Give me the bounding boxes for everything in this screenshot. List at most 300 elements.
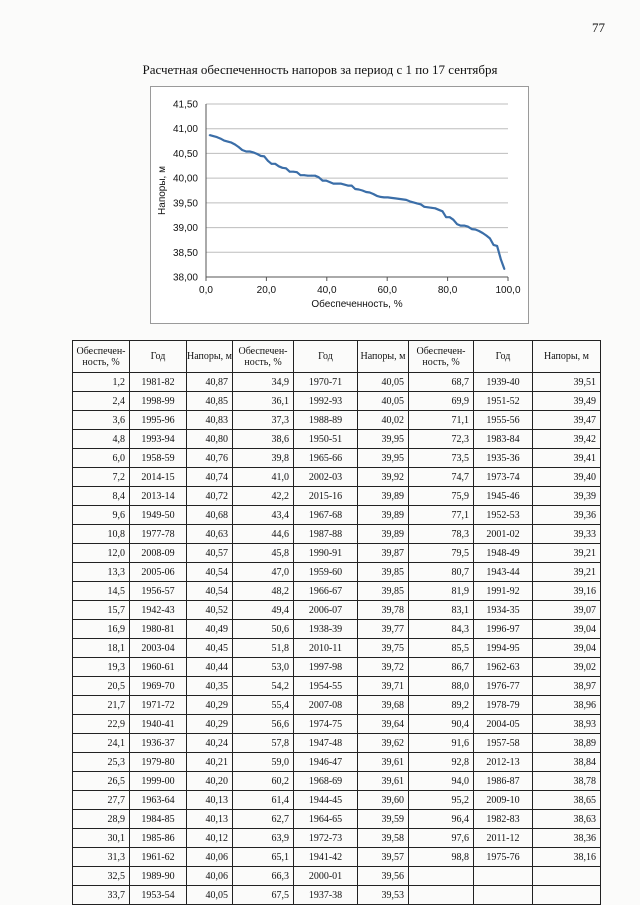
table-cell: 2000-01 [294, 867, 358, 886]
table-cell: 38,78 [533, 772, 601, 791]
table-cell: 63,9 [233, 829, 294, 848]
table-cell: 39,95 [358, 430, 409, 449]
data-point [245, 151, 247, 153]
data-point [271, 163, 273, 165]
data-point [398, 198, 400, 200]
data-point [358, 189, 360, 191]
table-header-cell: Напоры, м [358, 341, 409, 373]
table-cell: 2014-15 [130, 468, 187, 487]
table-cell: 1936-37 [130, 734, 187, 753]
table-cell: 39,47 [533, 411, 601, 430]
table-cell: 1978-79 [474, 696, 533, 715]
table-cell: 42,2 [233, 487, 294, 506]
table-cell: 39,39 [533, 487, 601, 506]
data-point [307, 175, 309, 177]
table-cell: 1943-44 [474, 563, 533, 582]
table-cell: 33,7 [73, 886, 130, 905]
table-cell: 1994-95 [474, 639, 533, 658]
data-point [263, 155, 265, 157]
table-cell: 85,5 [409, 639, 474, 658]
table-cell: 40,74 [187, 468, 233, 487]
data-point [351, 185, 353, 187]
y-tick-label: 39,00 [172, 223, 198, 235]
data-point [391, 197, 393, 199]
table-cell: 39,89 [358, 525, 409, 544]
table-cell [409, 886, 474, 905]
table-cell: 40,54 [187, 582, 233, 601]
data-point [467, 226, 469, 228]
table-cell: 81,9 [409, 582, 474, 601]
table-row [73, 563, 601, 582]
table-row [73, 487, 601, 506]
data-point [267, 160, 269, 162]
y-tick-label: 41,50 [172, 99, 198, 111]
table-cell: 39,92 [358, 468, 409, 487]
y-tick-label: 40,00 [172, 173, 198, 185]
table-cell: 1990-91 [294, 544, 358, 563]
data-point [318, 176, 320, 178]
table-cell: 55,4 [233, 696, 294, 715]
table-cell: 74,7 [409, 468, 474, 487]
table-header-cell: Напоры, м [187, 341, 233, 373]
table-cell: 71,1 [409, 411, 474, 430]
table-cell: 40,45 [187, 639, 233, 658]
table-cell: 1967-68 [294, 506, 358, 525]
data-point [409, 200, 411, 202]
table-cell: 39,41 [533, 449, 601, 468]
table-cell: 61,4 [233, 791, 294, 810]
data-point [445, 216, 447, 218]
table-row [73, 715, 601, 734]
table-cell: 39,02 [533, 658, 601, 677]
data-point [209, 134, 211, 136]
table-cell: 54,2 [233, 677, 294, 696]
table-cell: 1999-00 [130, 772, 187, 791]
table-cell: 75,9 [409, 487, 474, 506]
table-header-cell: Обеспечен-ность, % [409, 341, 474, 373]
data-point [449, 216, 451, 218]
table-cell: 1986-87 [474, 772, 533, 791]
table-cell: 39,56 [358, 867, 409, 886]
data-point [230, 142, 232, 144]
table-cell: 45,8 [233, 544, 294, 563]
table-cell: 1959-60 [294, 563, 358, 582]
data-point [434, 207, 436, 209]
table-cell: 1961-62 [130, 848, 187, 867]
table-cell: 67,5 [233, 886, 294, 905]
table-cell: 2013-14 [130, 487, 187, 506]
table-row [73, 753, 601, 772]
table-cell: 4,8 [73, 430, 130, 449]
table-cell: 40,63 [187, 525, 233, 544]
x-tick-label: 0,0 [199, 285, 213, 296]
table-cell: 1952-53 [474, 506, 533, 525]
table-cell: 1984-85 [130, 810, 187, 829]
table-cell: 6,0 [73, 449, 130, 468]
table-cell: 1970-71 [294, 373, 358, 392]
table-cell: 30,1 [73, 829, 130, 848]
table-cell: 1985-86 [130, 829, 187, 848]
table-cell: 1997-98 [294, 658, 358, 677]
table-cell: 1939-40 [474, 373, 533, 392]
table-cell: 1934-35 [474, 601, 533, 620]
table-cell [474, 886, 533, 905]
data-point [362, 190, 364, 192]
table-cell: 1937-38 [294, 886, 358, 905]
table-cell: 62,7 [233, 810, 294, 829]
table-cell: 40,52 [187, 601, 233, 620]
data-point [413, 201, 415, 203]
table-body [73, 373, 601, 905]
data-point [442, 210, 444, 212]
table-cell: 50,6 [233, 620, 294, 639]
table-cell: 1980-81 [130, 620, 187, 639]
table-cell: 1992-93 [294, 392, 358, 411]
table-cell: 2010-11 [294, 639, 358, 658]
table-header-cell: Год [130, 341, 187, 373]
table-cell: 1976-77 [474, 677, 533, 696]
table-cell: 1,2 [73, 373, 130, 392]
table-cell: 57,8 [233, 734, 294, 753]
table-cell: 39,62 [358, 734, 409, 753]
data-point [463, 225, 465, 227]
table-cell: 1935-36 [474, 449, 533, 468]
table-header-cell: Обеспечен-ность, % [233, 341, 294, 373]
table-header-row [73, 341, 601, 373]
table-cell: 2006-07 [294, 601, 358, 620]
table-cell: 2001-02 [474, 525, 533, 544]
data-point [474, 229, 476, 231]
table-cell: 1954-55 [294, 677, 358, 696]
table-row [73, 867, 601, 886]
table-cell: 40,76 [187, 449, 233, 468]
table-cell: 36,1 [233, 392, 294, 411]
data-point [300, 174, 302, 176]
table-cell: 40,29 [187, 696, 233, 715]
series-line [210, 135, 505, 269]
table-cell: 9,6 [73, 506, 130, 525]
table-cell: 40,57 [187, 544, 233, 563]
data-point [212, 135, 214, 137]
table-cell: 22,9 [73, 715, 130, 734]
table-row [73, 411, 601, 430]
data-point [387, 197, 389, 199]
table-cell: 39,59 [358, 810, 409, 829]
table-cell: 39,87 [358, 544, 409, 563]
table-cell: 84,3 [409, 620, 474, 639]
table-cell: 38,89 [533, 734, 601, 753]
table-cell: 40,06 [187, 848, 233, 867]
table-cell: 39,33 [533, 525, 601, 544]
table-cell: 40,35 [187, 677, 233, 696]
table-cell: 1977-78 [130, 525, 187, 544]
table-row [73, 886, 601, 905]
table-cell: 39,85 [358, 582, 409, 601]
table-cell: 1991-92 [474, 582, 533, 601]
table-cell: 41,0 [233, 468, 294, 487]
data-point [503, 268, 505, 270]
table-cell: 39,40 [533, 468, 601, 487]
table-cell: 3,6 [73, 411, 130, 430]
data-point [340, 183, 342, 185]
table-cell: 40,13 [187, 791, 233, 810]
table-row [73, 525, 601, 544]
table-row [73, 430, 601, 449]
data-point [296, 171, 298, 173]
x-tick-label: 60,0 [377, 285, 397, 296]
table-row [73, 791, 601, 810]
table-cell: 40,21 [187, 753, 233, 772]
y-tick-label: 38,50 [172, 247, 198, 259]
table-cell: 38,36 [533, 829, 601, 848]
table-cell: 2009-10 [474, 791, 533, 810]
table-cell: 39,49 [533, 392, 601, 411]
table-cell: 65,1 [233, 848, 294, 867]
table-cell: 40,72 [187, 487, 233, 506]
data-point [402, 198, 404, 200]
data-point [303, 174, 305, 176]
table-cell: 38,96 [533, 696, 601, 715]
table-cell: 98,8 [409, 848, 474, 867]
table-cell: 14,5 [73, 582, 130, 601]
table-header-cell: Обеспечен-ность, % [73, 341, 130, 373]
data-point [405, 199, 407, 201]
page-number: 77 [592, 20, 605, 35]
data-point [354, 188, 356, 190]
table-cell: 1973-74 [474, 468, 533, 487]
table-cell: 40,05 [187, 886, 233, 905]
table-cell: 1974-75 [294, 715, 358, 734]
x-tick-label: 80,0 [437, 285, 458, 296]
table-cell: 10,8 [73, 525, 130, 544]
table-cell: 39,04 [533, 639, 601, 658]
table-cell: 7,2 [73, 468, 130, 487]
table-cell: 38,84 [533, 753, 601, 772]
table-cell: 1948-49 [474, 544, 533, 563]
table-cell: 39,77 [358, 620, 409, 639]
chart-area [150, 86, 529, 324]
table-cell: 2015-16 [294, 487, 358, 506]
table-cell: 47,0 [233, 563, 294, 582]
x-tick-label: 20,0 [256, 285, 277, 296]
table-cell: 8,4 [73, 487, 130, 506]
data-point [394, 198, 396, 200]
table-cell: 12,0 [73, 544, 130, 563]
table-cell: 94,0 [409, 772, 474, 791]
table-row [73, 582, 601, 601]
table-cell: 48,2 [233, 582, 294, 601]
data-point [460, 225, 462, 227]
data-point [336, 183, 338, 185]
data-point [325, 180, 327, 182]
table-cell: 96,4 [409, 810, 474, 829]
table-cell: 39,68 [358, 696, 409, 715]
table-cell: 80,7 [409, 563, 474, 582]
table-cell [409, 867, 474, 886]
data-point [234, 144, 236, 146]
table-cell: 2002-03 [294, 468, 358, 487]
data-point [482, 232, 484, 234]
table-cell: 2004-05 [474, 715, 533, 734]
table-cell: 1987-88 [294, 525, 358, 544]
table-row [73, 601, 601, 620]
table-cell: 60,2 [233, 772, 294, 791]
data-point [372, 193, 374, 195]
table-cell [533, 867, 601, 886]
table-cell: 39,95 [358, 449, 409, 468]
table-cell: 40,05 [358, 392, 409, 411]
table-cell: 40,02 [358, 411, 409, 430]
data-point [227, 141, 229, 143]
table-cell: 1950-51 [294, 430, 358, 449]
table-cell: 86,7 [409, 658, 474, 677]
table-row [73, 848, 601, 867]
table-cell: 40,06 [187, 867, 233, 886]
table-cell: 39,21 [533, 544, 601, 563]
table-cell: 1988-89 [294, 411, 358, 430]
data-point [380, 196, 382, 198]
table-cell: 68,7 [409, 373, 474, 392]
table-cell: 1965-66 [294, 449, 358, 468]
table-row [73, 392, 601, 411]
table-cell: 37,3 [233, 411, 294, 430]
data-point [376, 195, 378, 197]
data-point [438, 209, 440, 211]
table-cell: 39,07 [533, 601, 601, 620]
table-cell: 88,0 [409, 677, 474, 696]
table-cell: 1940-41 [130, 715, 187, 734]
table-cell: 1975-76 [474, 848, 533, 867]
data-point [256, 153, 258, 155]
table-cell: 1962-63 [474, 658, 533, 677]
table-cell: 26,5 [73, 772, 130, 791]
table-cell: 43,4 [233, 506, 294, 525]
table-header-cell: Год [294, 341, 358, 373]
table-row [73, 506, 601, 525]
data-point [343, 184, 345, 186]
table-cell: 40,83 [187, 411, 233, 430]
table-cell: 38,65 [533, 791, 601, 810]
table-cell: 39,85 [358, 563, 409, 582]
data-point [420, 203, 422, 205]
table-cell: 39,42 [533, 430, 601, 449]
table-cell: 1971-72 [130, 696, 187, 715]
table-cell: 40,87 [187, 373, 233, 392]
table-cell: 31,3 [73, 848, 130, 867]
table-cell: 1942-43 [130, 601, 187, 620]
table-cell: 1944-45 [294, 791, 358, 810]
table-cell: 1947-48 [294, 734, 358, 753]
table-cell: 18,1 [73, 639, 130, 658]
data-point [489, 238, 491, 240]
data-point [423, 206, 425, 208]
table-cell: 34,9 [233, 373, 294, 392]
table-cell: 66,3 [233, 867, 294, 886]
table-cell: 38,6 [233, 430, 294, 449]
data-point [493, 244, 495, 246]
y-tick-label: 38,00 [172, 272, 198, 284]
table-cell: 1966-67 [294, 582, 358, 601]
table-cell: 39,61 [358, 753, 409, 772]
data-point [260, 155, 262, 157]
table-cell: 39,72 [358, 658, 409, 677]
table-cell: 51,8 [233, 639, 294, 658]
data-point [496, 245, 498, 247]
data-table [72, 340, 601, 905]
table-cell: 1982-83 [474, 810, 533, 829]
data-point [289, 171, 291, 173]
data-point [285, 167, 287, 169]
data-point [223, 140, 225, 142]
table-cell: 69,9 [409, 392, 474, 411]
table-cell: 39,8 [233, 449, 294, 468]
table-row [73, 468, 601, 487]
table-cell: 1989-90 [130, 867, 187, 886]
table-cell: 1951-52 [474, 392, 533, 411]
table-cell: 40,68 [187, 506, 233, 525]
table-row [73, 810, 601, 829]
table-cell: 40,49 [187, 620, 233, 639]
data-point [369, 192, 371, 194]
table-cell: 95,2 [409, 791, 474, 810]
table-cell: 2007-08 [294, 696, 358, 715]
table-cell: 13,3 [73, 563, 130, 582]
data-point [500, 258, 502, 260]
table-cell: 40,05 [358, 373, 409, 392]
table-cell: 39,36 [533, 506, 601, 525]
x-tick-label: 100,0 [495, 285, 521, 296]
table-cell: 39,16 [533, 582, 601, 601]
table-cell: 79,5 [409, 544, 474, 563]
data-point [427, 206, 429, 208]
table-row [73, 677, 601, 696]
table-cell: 1960-61 [130, 658, 187, 677]
table-cell: 40,44 [187, 658, 233, 677]
table-cell: 1972-73 [294, 829, 358, 848]
chart-svg [151, 87, 528, 323]
table-cell: 2003-04 [130, 639, 187, 658]
table-cell: 1941-42 [294, 848, 358, 867]
table-cell: 1946-47 [294, 753, 358, 772]
table-cell: 92,8 [409, 753, 474, 772]
data-point [241, 149, 243, 151]
table-cell: 39,71 [358, 677, 409, 696]
table-cell: 1996-97 [474, 620, 533, 639]
table-cell: 2011-12 [474, 829, 533, 848]
data-point [471, 228, 473, 230]
table-cell: 1968-69 [294, 772, 358, 791]
table-cell: 39,60 [358, 791, 409, 810]
table-cell: 1957-58 [474, 734, 533, 753]
table-cell [474, 867, 533, 886]
table-cell: 39,53 [358, 886, 409, 905]
table-cell: 89,2 [409, 696, 474, 715]
table-cell: 16,9 [73, 620, 130, 639]
table-cell: 24,1 [73, 734, 130, 753]
table-cell: 40,85 [187, 392, 233, 411]
table-cell: 15,7 [73, 601, 130, 620]
table-cell: 73,5 [409, 449, 474, 468]
table-cell: 1955-56 [474, 411, 533, 430]
table-cell: 38,63 [533, 810, 601, 829]
table-cell: 27,7 [73, 791, 130, 810]
table-cell: 1949-50 [130, 506, 187, 525]
table-row [73, 449, 601, 468]
table-cell: 39,64 [358, 715, 409, 734]
table-cell: 39,89 [358, 487, 409, 506]
table-cell: 1995-96 [130, 411, 187, 430]
table-cell: 2008-09 [130, 544, 187, 563]
